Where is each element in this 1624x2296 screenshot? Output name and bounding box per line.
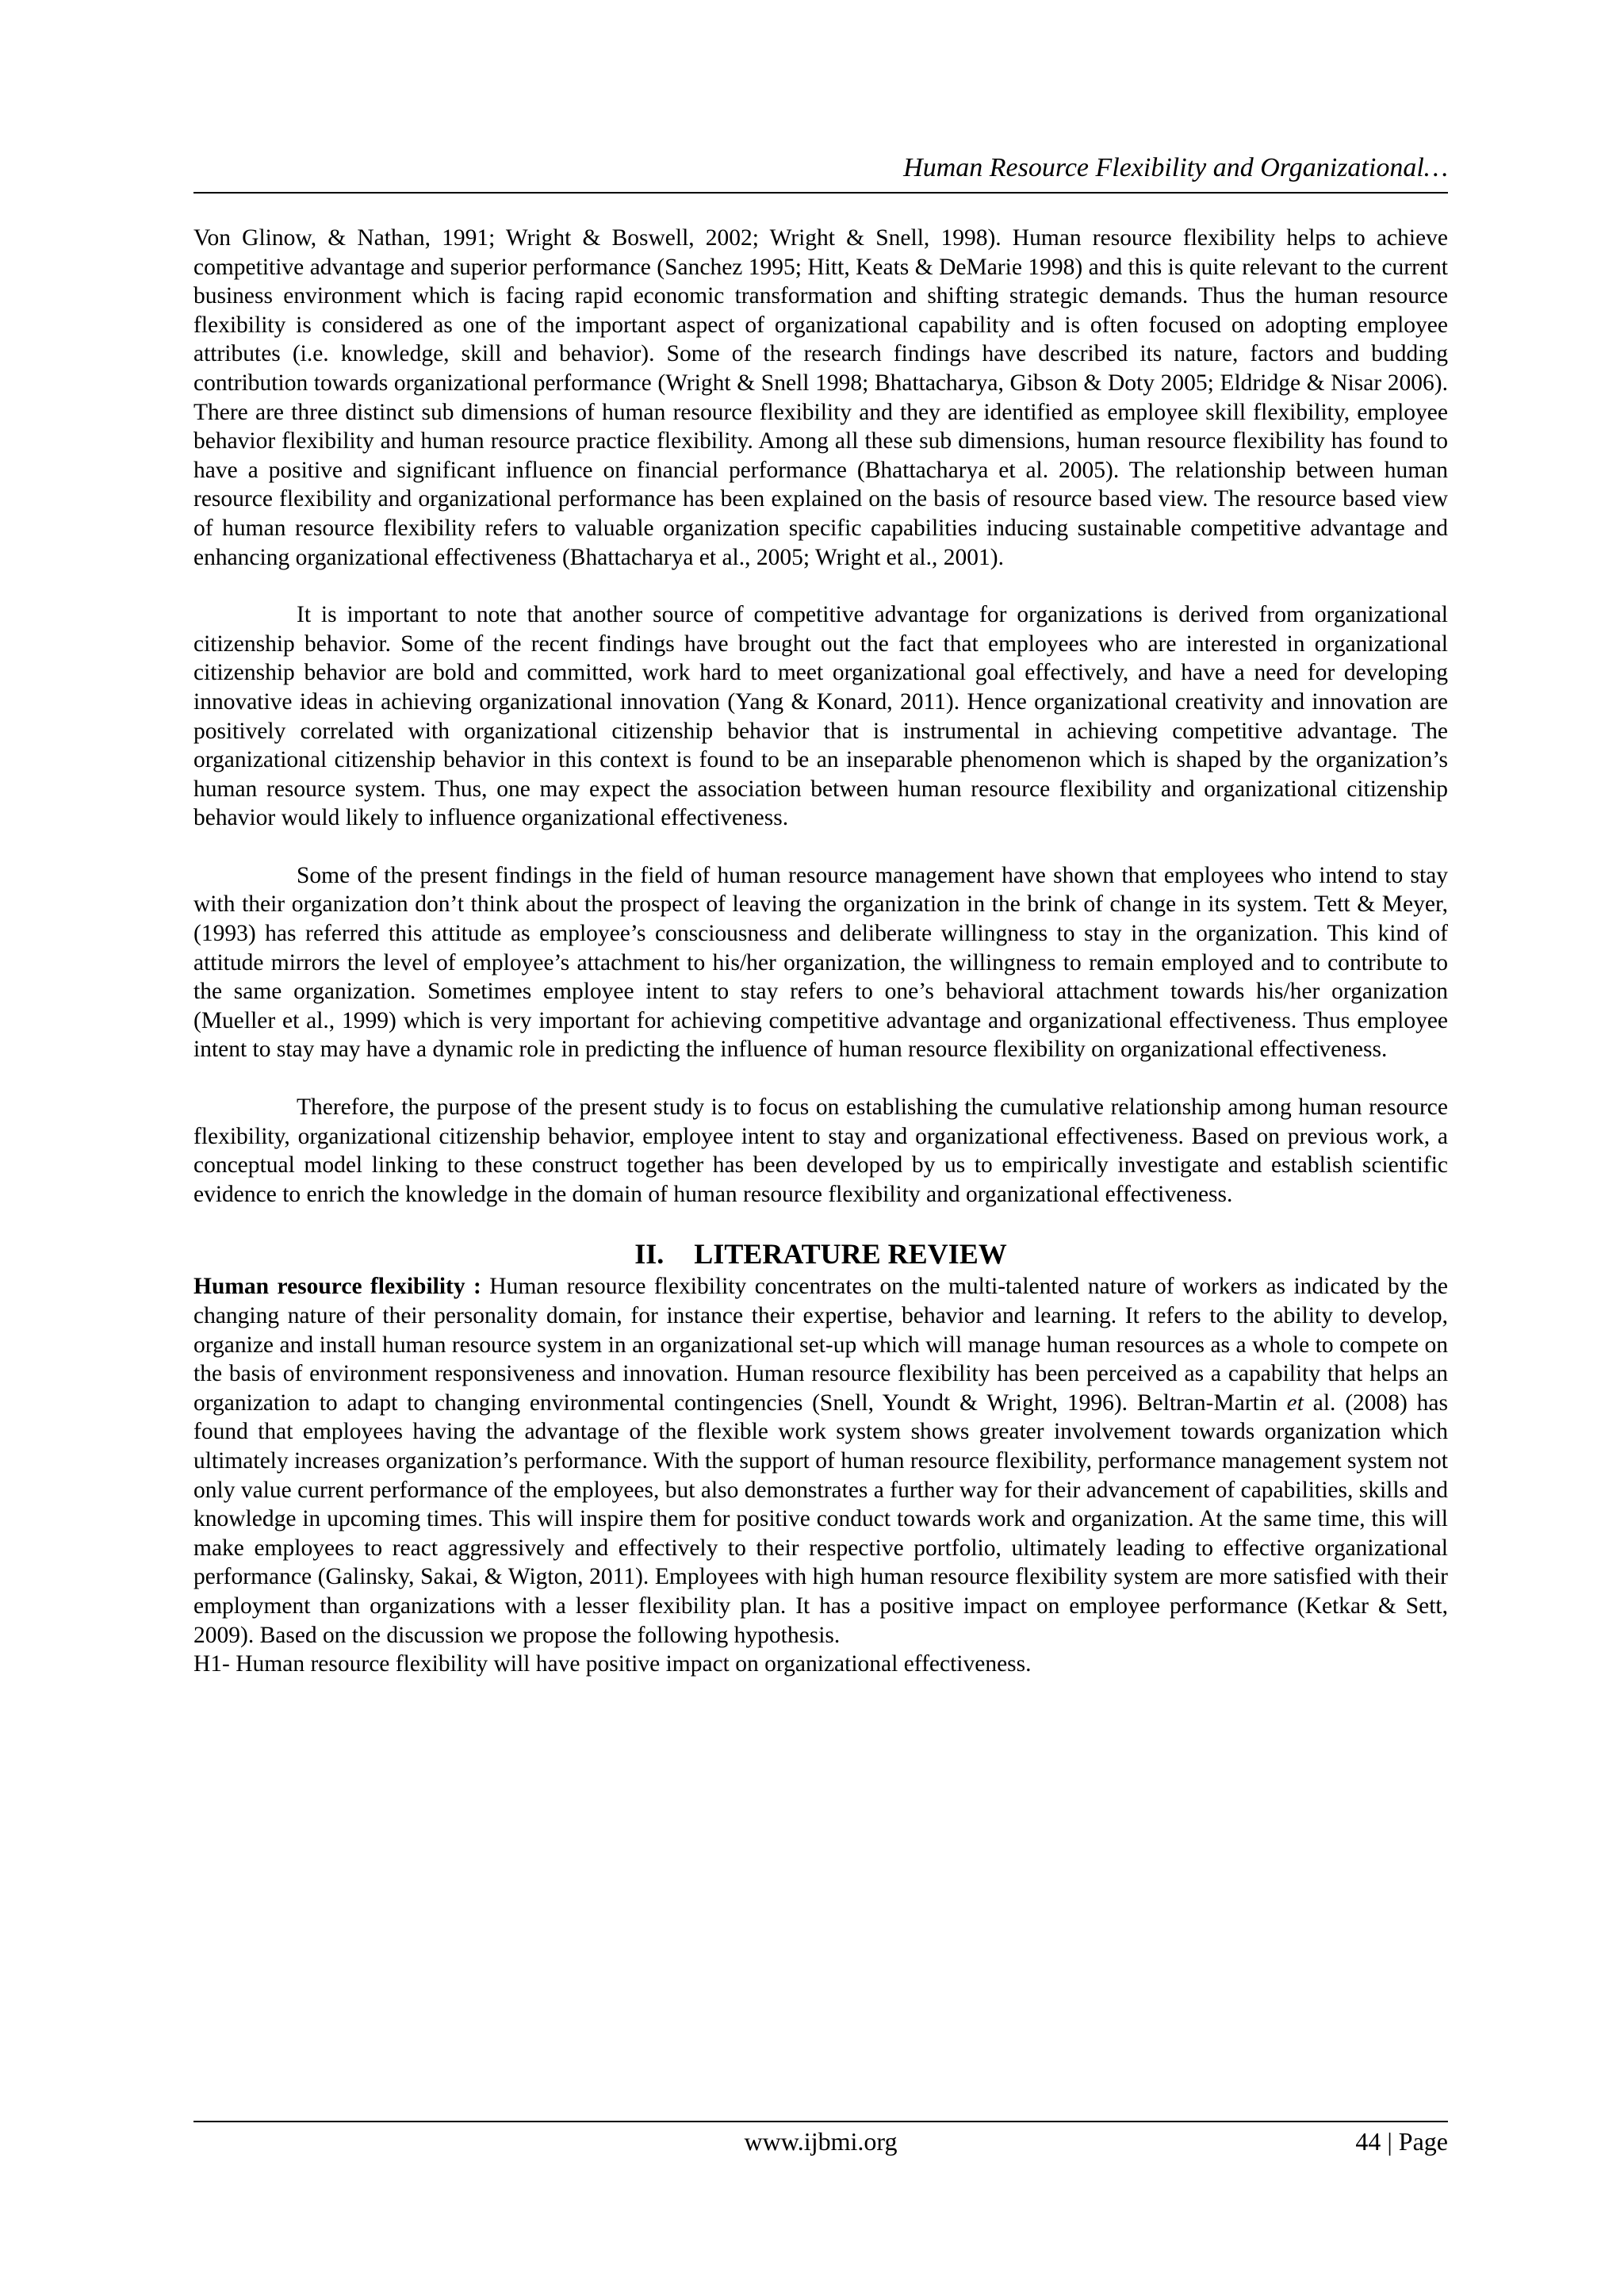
et-italic: et [1286, 1389, 1304, 1416]
paragraph-continuation: Von Glinow, & Nathan, 1991; Wright & Boswell, 2002; Wright & Snell, 1998). Human resource flexibility helps to achieve competitive advantage and superior performance (Sanchez 1995; Hitt, Keats & DeMarie 1998) and this is quite relevant to the current business environment which is facing rapid economic transformation and shifting strategic demands. Thus the human resource flexibility is considered as one of the important aspect of organizational capability and is often focused on adopting employee attributes (i.e. knowledge, skill and behavior). Some of the research findings have described its nature, factors and budding contribution towards organizational performance (Wright & Snell 1998; Bhattacharya, Gibson & Doty 2005; Eldridge & Nisar 2006). There are three distinct sub dimensions of human resource flexibility and they are identified as employee skill flexibility, employee behavior flexibility and human resource practice flexibility. Among all these sub dimensions, human resource flexibility has found to have a positive and significant influence on financial performance (Bhattacharya et al. 2005). The relationship between human resource flexibility and organizational performance has been explained on the basis of resource based view. The resource based view of human resource flexibility refers to valuable organization specific capabilities inducing sustainable competitive advantage and enhancing organizational effectiveness (Bhattacharya et al., 2005; Wright et al., 2001). [193, 225, 1448, 570]
header-rule [193, 192, 1448, 194]
section-number: II. [634, 1238, 665, 1271]
paragraph-intent-to-stay: Some of the present findings in the field of human resource management have shown that employees who intend to stay with their organization don’t think about the prospect of leaving the organization in the brink of change in its system. Tett & Meyer, (1993) has referred this attitude as employee’s consciousness and deliberate willingness to stay in the organization. This kind of attitude mirrors the level of employee’s attachment to his/her organization, the willingness to remain employed and to contribute to the same organization. Sometimes employee intent to stay refers to one’s behavioral attachment towards his/her organization (Mueller et al., 1999) which is very important for achieving competitive advantage and organizational effectiveness. Thus employee intent to stay may have a dynamic role in predicting the influence of human resource flexibility on organizational effectiveness. [193, 862, 1448, 1063]
hypothesis-h1: H1- Human resource flexibility will have positive impact on organizational effectiveness. [193, 1651, 1032, 1677]
journal-url: www.ijbmi.org [744, 2127, 898, 2156]
paragraph-purpose: Therefore, the purpose of the present study is to focus on establishing the cumulative relationship among human resource flexibility, organizational citizenship behavior, employee intent to stay and organizational effectiveness. Based on previous work, a conceptual model linking to these construct together has been developed by us to empirically investigate and establish scientific evidence to enrich the knowledge in the domain of human resource flexibility and organizational effectiveness. [193, 1094, 1448, 1207]
running-head: Human Resource Flexibility and Organizational… [903, 153, 1448, 182]
hr-flexibility-text-b: al. (2008) has found that employees having the advantage of the flexible work system shows greater involvement towards organization which ultimately increases organization’s performance. With the support of human resource flexibility, performance management system not only value current performance of the employees, but also demonstrates a further way for their advancement of capabilities, skills and knowledge in upcoming times. This will inspire them for positive conduct towards work and organization. At the same time, this will make employees to react aggressively and effectively to their respective portfolio, ultimately leading to effective organizational performance (Galinsky, Sakai, & Wigton, 2011). Employees with high human resource flexibility system are more satisfied with their employment than organizations with a lesser flexibility plan. It has a positive impact on employee performance (Ketkar & Sett, 2009). Based on the discussion we propose the following hypothesis. [193, 1389, 1449, 1648]
page-body [193, 224, 1448, 1679]
hr-flexibility-text-a: Human resource flexibility concentrates on the multi-talented nature of workers as indicated by the changing nature of their personality domain, for instance their expertise, behavior and learning. It refers to the ability to develop, organize and install human resource system in an organizational set-up which will manage human resources as a whole to compete on the basis of environment responsiveness and innovation. Human resource flexibility has been perceived as a capability that helps an organization to adapt to changing environmental contingencies (Snell, Youndt & Wright, 1996). Beltran-Martin [193, 1274, 1448, 1416]
paragraph-ocb: It is important to note that another source of competitive advantage for organizations is derived from organizational citizenship behavior. Some of the recent findings have brought out the fact that employees who are interested in organizational citizenship behavior are bold and committed, work hard to meet organizational goal effectively, and have a need for developing innovative ideas in achieving organizational innovation (Yang & Konard, 2011). Hence organizational creativity and innovation are positively correlated with organizational citizenship behavior that is instrumental in achieving competitive advantage. The organizational citizenship behavior in this context is found to be an inseparable phenomenon which is shaped by the organization’s human resource system. Thus, one may expect the association between human resource flexibility and organizational citizenship behavior would likely to influence organizational effectiveness. [193, 602, 1448, 831]
paragraph-hr-flexibility [193, 1272, 1448, 1650]
footer-rule [193, 2121, 1448, 2122]
term-hr-flexibility: Human resource flexibility : [193, 1274, 481, 1300]
page-number: 44 | Page [1355, 2127, 1448, 2156]
section-title: LITERATURE REVIEW [694, 1238, 1007, 1271]
section-heading [193, 1237, 1448, 1271]
